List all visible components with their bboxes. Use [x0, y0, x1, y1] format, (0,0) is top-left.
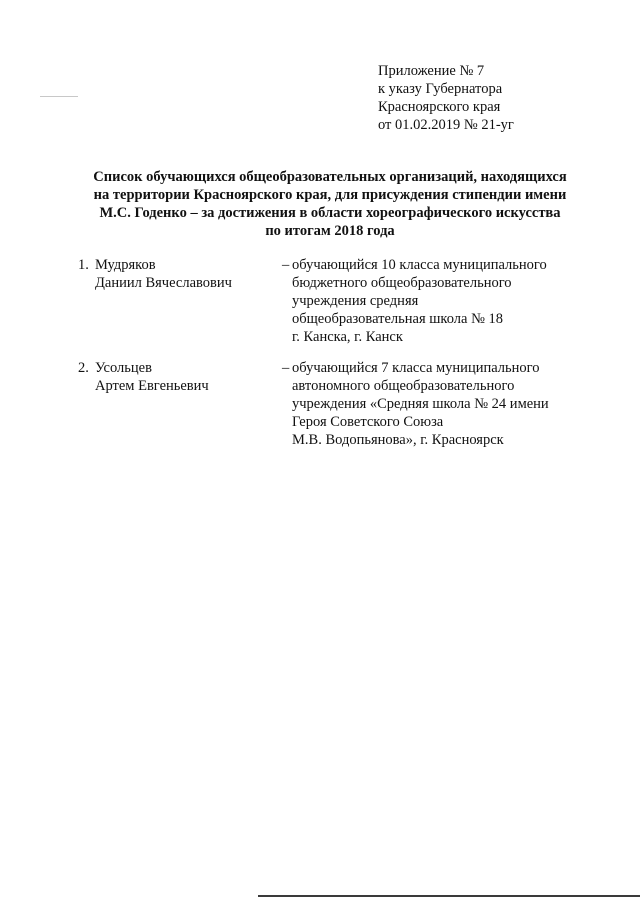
description-line: учреждения «Средняя школа № 24 имени: [292, 396, 549, 412]
description-line: учреждения средняя: [292, 293, 419, 309]
student-given-names: Даниил Вячеславович: [95, 275, 232, 291]
student-description: [292, 359, 549, 449]
description-line: Героя Советского Союза: [292, 414, 444, 430]
title-line: по итогам 2018 года: [265, 223, 395, 239]
student-name: [95, 359, 209, 395]
description-line: общеобразовательная школа № 18: [292, 311, 504, 327]
scan-artifact: [40, 96, 78, 97]
description-line: автономного общеобразовательного: [292, 378, 515, 394]
list-item: [78, 359, 598, 449]
title-line: на территории Красноярского края, для присуждения стипендии имени: [93, 187, 567, 203]
description-line: г. Канска, г. Канск: [292, 329, 403, 345]
description-line: обучающийся 10 класса муниципального: [292, 257, 547, 273]
annex-reference: к указу Губернатора: [378, 81, 503, 97]
scan-edge-line: [258, 895, 640, 897]
list-item-number: 1.: [78, 257, 89, 273]
student-surname: Усольцев: [95, 360, 152, 376]
description-line: М.В. Водопьянова», г. Красноярск: [292, 432, 504, 448]
student-surname: Мудряков: [95, 257, 156, 273]
annex-date: от 01.02.2019 № 21-уг: [378, 117, 514, 133]
description-line: бюджетного общеобразовательного: [292, 275, 512, 291]
student-given-names: Артем Евгеньевич: [95, 378, 209, 394]
separator-dash: –: [282, 360, 290, 376]
annex-number: Приложение № 7: [378, 63, 485, 79]
student-description: [292, 256, 547, 346]
annex-header: [378, 62, 514, 134]
list-item: [78, 256, 598, 346]
description-line: обучающийся 7 класса муниципального: [292, 360, 540, 376]
annex-region: Красноярского края: [378, 99, 501, 115]
separator-dash: –: [282, 257, 290, 273]
student-name: [95, 256, 232, 292]
title-line: М.С. Годенко – за достижения в области хореографического искусства: [99, 205, 561, 221]
document-title: [70, 168, 590, 240]
list-item-number: 2.: [78, 360, 89, 376]
title-line: Список обучающихся общеобразовательных организаций, находящихся: [93, 169, 567, 185]
